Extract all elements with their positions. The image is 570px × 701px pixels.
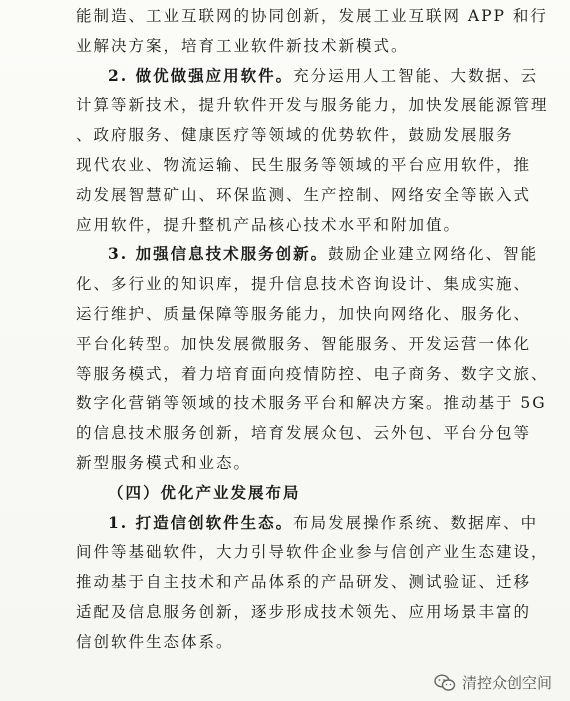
text-line bbox=[76, 364, 549, 384]
section-heading: （四）优化产业发展布局 bbox=[108, 482, 301, 502]
text-line bbox=[76, 304, 531, 324]
text-line bbox=[108, 483, 301, 503]
text-line bbox=[76, 393, 547, 413]
text-line bbox=[76, 36, 409, 56]
line-text: 、政府服务、健康医疗等领域的优势软件，鼓励发展服务 bbox=[76, 126, 514, 145]
section-heading: 3. 加强信息技术服务创新。 bbox=[108, 244, 329, 264]
line-text: 信创软件生态体系。 bbox=[76, 632, 234, 651]
line-text: 等服务模式，着力培育面向疫情防控、电子商务、数字文旅、 bbox=[76, 364, 549, 383]
text-line bbox=[76, 155, 531, 175]
line-text: 间件等基础软件，大力引导软件企业参与信创产业生态建设， bbox=[76, 543, 549, 562]
line-text: 化、多行业的知识库，提升信息技术咨询设计、集成实施、 bbox=[76, 275, 532, 294]
text-line bbox=[76, 95, 549, 115]
line-text: 业解决方案，培育工业软件新技术新模式。 bbox=[76, 36, 409, 55]
line-text: 平台化转型。加快发展微服务、智能服务、开发运营一体化 bbox=[76, 334, 532, 353]
line-text: 现代农业、物流运输、民生服务等领域的平台应用软件，推 bbox=[76, 156, 532, 174]
line-text: 鼓励企业建立网络化、智能 bbox=[328, 245, 539, 264]
text-line bbox=[108, 513, 538, 533]
text-line bbox=[108, 244, 538, 264]
line-text: 应用软件，提升整机产品核心技术水平和附加值。 bbox=[76, 215, 462, 234]
text-line bbox=[76, 423, 531, 443]
section-heading: 1. 打造信创软件生态。 bbox=[108, 512, 294, 532]
line-text: 布局发展操作系统、数据库、中 bbox=[293, 513, 539, 532]
text-line bbox=[76, 215, 461, 235]
wechat-icon bbox=[434, 674, 456, 692]
text-line bbox=[76, 125, 514, 145]
line-text: 计算等新技术，提升软件开发与服务能力，加快发展能源管理 bbox=[76, 96, 549, 115]
line-text: 充分运用人工智能、大数据、云 bbox=[293, 66, 539, 85]
line-text: 能制造、工业互联网的协同创新，发展工业互联网 APP 和行 bbox=[76, 7, 548, 25]
line-text: 数字化营销等领域的技术服务平台和解决方案。推动基于 5G bbox=[76, 394, 547, 413]
line-text: 新型服务模式和业态。 bbox=[76, 454, 252, 472]
watermark-text: 清控众创空间 bbox=[461, 674, 552, 692]
line-text: 的信息技术服务创新，培育发展众包、云外包、平台分包等 bbox=[76, 424, 532, 443]
line-text: 运行维护、质量保障等服务能力，加快向网络化、服务化、 bbox=[76, 305, 532, 323]
line-text: 推动基于自主技术和产品体系的产品研发、测试验证、迁移 bbox=[76, 573, 532, 592]
watermark bbox=[434, 672, 552, 693]
line-text: 动发展智慧矿山、环保监测、生产控制、网络安全等嵌入式 bbox=[76, 185, 532, 204]
text-line bbox=[76, 274, 531, 294]
text-line bbox=[76, 572, 531, 592]
text-line bbox=[76, 632, 234, 652]
text-line bbox=[108, 66, 538, 86]
text-line bbox=[76, 602, 531, 622]
text-line bbox=[76, 334, 531, 354]
text-line bbox=[76, 542, 549, 562]
line-text: 适配及信息服务创新，逐步形成技术领先、应用场景丰富的 bbox=[76, 603, 532, 621]
text-line bbox=[76, 453, 251, 473]
section-heading: 2. 做优做强应用软件。 bbox=[108, 65, 294, 85]
text-line bbox=[76, 185, 531, 205]
text-line bbox=[76, 6, 548, 26]
